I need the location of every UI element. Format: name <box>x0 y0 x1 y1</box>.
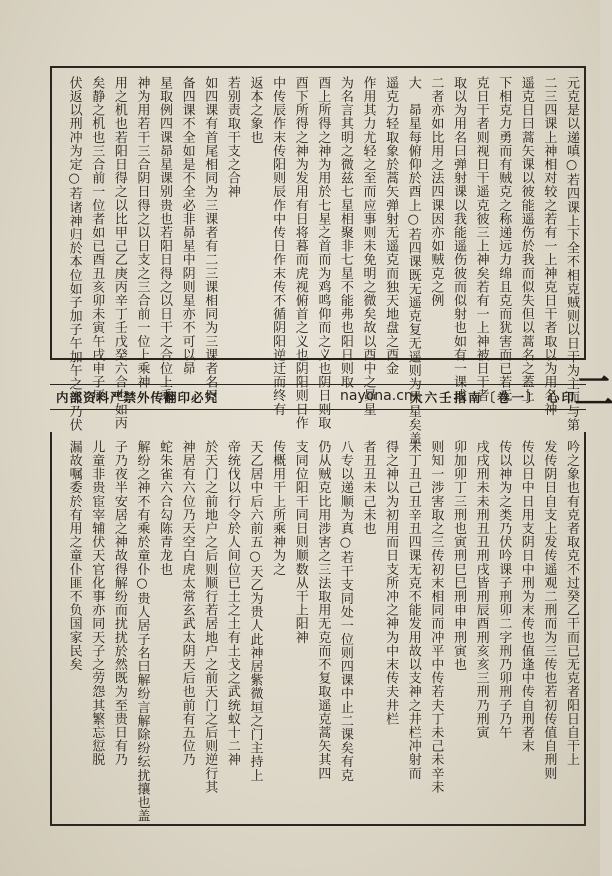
text-column: 元克是以递嗔○若四课上下全不相克贼则以日干为主而与第 <box>564 76 579 432</box>
text-column: 取以为用名曰弹射课以我能遥伤彼而似射也如有一课或 <box>450 76 466 403</box>
text-column: 矣静之机也三合前一位者如已酉丑亥卯未寅午戌申子辰 <box>89 76 105 403</box>
text-column: 遥克日曰蒿矢课以彼能遥伤於我而似失但以蒿名之蓋上 <box>518 76 534 403</box>
text-column: 二者亦如比用之法四课因亦如贼克之例 <box>428 76 444 308</box>
text-column: 为名言其明之微兹七星相聚非七星不能弗也阳日则取 <box>337 76 353 389</box>
lower-text-panel <box>50 432 586 826</box>
page-number: 二 <box>574 368 612 415</box>
text-column: 传以神为之类乃伏吟课子刑卯二字刑乃卯刑子乃午 <box>496 440 512 740</box>
text-column: 八专以递顺为真○若干支同处一位则四课中止二课矣有克 <box>337 440 353 782</box>
text-column: 解纷之神不有乘於童仆○贵人居子名曰解纷言解除纷纭扰攘也盖 <box>134 440 150 823</box>
text-column: 遥克力轻取象於蒿矢弹射无遥克而独天地盘之酉金 <box>383 76 399 376</box>
text-column: 神为用若干三合阴日得之以日支之三合前一位上乘神 <box>134 76 150 389</box>
text-column: 支同位阳干同日则顺数从干上阳神 <box>292 440 308 644</box>
text-column: 漏故嘱委於有用之童仆匪不负国家民矣 <box>66 440 82 672</box>
text-column: 蛇朱雀六合勾陈青龙也 <box>157 440 173 576</box>
watermark-text: nayona.cn <box>340 388 413 404</box>
text-column: 者丑丑未己未也 <box>360 440 376 536</box>
text-column: 戌戌刑未未刑丑丑刑戌皆刑辰酉刑亥亥三刑乃刑寅 <box>473 440 489 740</box>
text-column: 子乃夜半安居之神故得解纷而扰扰於然既为至贵日有乃 <box>111 440 127 767</box>
book-title-header: 大六壬指南〔卷一〕 心印 <box>410 390 576 405</box>
text-column: 中传辰作末传阳则辰作中传日作末传不循阴阳逆迁而终有 <box>270 76 286 416</box>
text-column: 传概用干上所乘神为之 <box>270 440 286 576</box>
text-column: 天乙居中后六前五○天乙为贵人此神居紫微垣之门主持上 <box>247 440 263 782</box>
text-column: 传以日中日用支阴日中刑为末传也值逢中传自刑者末 <box>518 440 534 753</box>
text-column: 克日干者则视日干遥克彼三上神矣若有一上神被日干者 <box>473 76 489 403</box>
text-column: 得之神以为初用而日支所冲之神为中末传夫井栏 <box>383 440 399 726</box>
text-column: 儿童非贵宦宰辅伏天官化事亦同天子之劳怨其繁忘愆脱 <box>89 440 105 767</box>
text-column: 帝统伐以行令於人间位已土之土有土戈之武统蚁十二神 <box>224 440 240 767</box>
text-column: 於天门之前地户之后则顺行若居地户之前天门之后则逆行其 <box>202 440 218 794</box>
text-column: 伏返以刑冲为定○若诸神归於本位如子加子午加午之类乃伏 <box>66 76 82 432</box>
text-column: 仍从贼克比用涉害之三法取用无克而不复取遥克蒿矢其四 <box>315 440 331 780</box>
text-column: 下相克力勇而有贼克之称递远力绵且克而犹害而已若无 <box>496 76 512 403</box>
text-column: 如四课有首尾相同为三课者有二三课相同为三课者名曰 <box>202 76 218 403</box>
text-column: 备四课不全如是不全必非昴星中阴则星亦不可以昴 <box>179 76 195 376</box>
text-column: 星取例四课昴星课别贵也若阳日得之以日干之合位上乘 <box>157 76 173 403</box>
text-column: 返本之象也 <box>247 76 263 144</box>
running-header-band <box>50 384 586 410</box>
text-column: 用之机也若阳日得之以比甲己乙庚丙辛丁壬戊癸六合也如丙 <box>111 76 127 430</box>
text-column: 则知一涉害取之三传初末相同而冲平中传若夫丁未己未辛未 <box>428 440 444 794</box>
text-column: 酉上所得之神为用於七星之首而为鸡鸣仰而之义也阴日则取 <box>315 76 331 430</box>
text-column: 吟之象也有克者取克不过癸乙干而已无克者阳日自干上 <box>564 440 579 767</box>
text-column: 若别责取干支之合神 <box>224 76 240 199</box>
text-column: 未丁丑己丑辛丑四课无克不能发用故以支神之井栏冲射而 <box>405 440 421 780</box>
text-column: 神居有六位乃天空白虎太常玄武太阴天后也前有五位乃 <box>179 440 195 767</box>
text-column: 大 昴星每俯仰於酉上○若四课既无遥克复无遥则为昴星矣盖 <box>405 76 421 446</box>
text-column: 发传阴日自支上发传遥观二刑而为三传也若初传值自刑则 <box>541 440 557 780</box>
text-column: 酉下所得之神为发用有日将暮而虎视俯首之义也阴阳则日作 <box>292 76 308 430</box>
text-column: 作用其力尤轻之至而应事则未免明之微矣故以酉中之昴星 <box>360 76 376 416</box>
copyright-notice: 内部资料严禁外传翻印必究 <box>56 390 219 405</box>
text-column: 卯加卯丁三刑也寅刑巳巳刑申申刑寅也 <box>450 440 466 672</box>
text-column: 二三四课上神相对较之若有一上神克日干者取以为用名神 <box>541 76 557 416</box>
